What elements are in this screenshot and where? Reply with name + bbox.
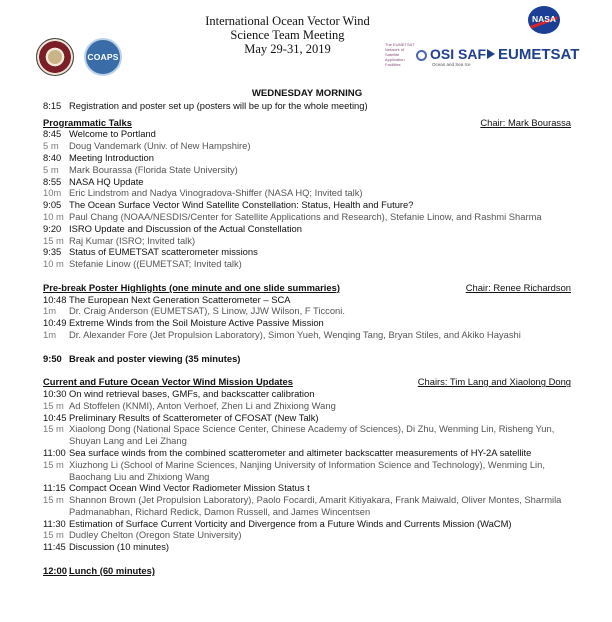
meeting-dates: May 29-31, 2019 xyxy=(244,42,331,56)
section-header xyxy=(43,282,571,294)
break-text: Break and poster viewing (35 minutes) xyxy=(69,352,241,364)
agenda-time: 9:20 xyxy=(43,222,62,234)
agenda-talk-title: Extreme Winds from the Soil Moisture Active Passive Mission xyxy=(69,317,324,329)
agenda-duration: 15 m xyxy=(43,529,64,541)
meeting-title: International Ocean Vector Wind xyxy=(205,14,370,28)
section-title: Pre-break Poster Highlights (one minute and one slide summaries) xyxy=(43,281,340,293)
agenda-time: 10:49 xyxy=(43,317,67,329)
agenda-row xyxy=(43,246,571,258)
agenda-speakers: Xiuzhong Li (School of Marine Sciences, Nanjing University of Information Science and Technology), Wenming Lin, Baochang Liu and Zhixiong Wang xyxy=(69,458,545,482)
lunch-time: 12:00 xyxy=(43,564,67,576)
section-header xyxy=(43,117,571,129)
agenda xyxy=(43,88,571,577)
university-seal-logo xyxy=(36,38,74,76)
agenda-talk-title: On wind retrieval bases, GMFs, and backscatter calibration xyxy=(69,387,315,399)
coaps-logo: COAPS xyxy=(84,38,122,76)
break-row xyxy=(43,353,571,365)
agenda-row xyxy=(43,423,571,447)
agenda-duration: 1m xyxy=(43,328,57,340)
section-header xyxy=(43,376,571,388)
agenda-speakers: Mark Bourassa (Florida State University) xyxy=(69,163,238,175)
agenda-time: 8:45 xyxy=(43,128,62,140)
eumetsat-logo: EUMETSAT xyxy=(498,46,580,63)
agenda-talk-title: Compact Ocean Wind Vector Radiometer Mission Status t xyxy=(69,482,310,494)
agenda-row xyxy=(43,482,571,494)
agenda-row xyxy=(43,447,571,459)
agenda-time: 8:55 xyxy=(43,175,62,187)
agenda-duration: 1m xyxy=(43,305,57,317)
agenda-duration: 5 m xyxy=(43,140,59,152)
agenda-duration: 15 m xyxy=(43,494,64,506)
osi-saf-subtitle: Ocean and Sea Ice xyxy=(432,62,471,67)
agenda-row xyxy=(43,294,571,306)
lunch-row xyxy=(43,565,571,577)
agenda-talk-title: NASA HQ Update xyxy=(69,175,144,187)
agenda-row xyxy=(43,305,571,317)
break-time: 9:50 xyxy=(43,352,62,364)
agenda-row xyxy=(43,541,571,553)
agenda-time: 10:45 xyxy=(43,411,67,423)
agenda-speakers: Xiaolong Dong (National Space Science Center, Chinese Academy of Sciences), Di Zhu, Wenming Lin, Risheng Yun, Shuyan Lang and Lei Zhang xyxy=(69,423,555,447)
agenda-row xyxy=(43,211,571,223)
agenda-row xyxy=(43,152,571,164)
agenda-talk-title: Estimation of Surface Current Vorticity and Divergence from a Future Winds and Currents Mission (WaCM) xyxy=(69,517,512,529)
agenda-time: 8:40 xyxy=(43,151,62,163)
section-rows xyxy=(43,388,571,553)
section-chair: Chairs: Tim Lang and Xiaolong Dong xyxy=(417,376,571,388)
agenda-row xyxy=(43,388,571,400)
agenda-row xyxy=(43,494,571,518)
agenda-talk-title: Preliminary Results of Scatterometer of CFOSAT (New Talk) xyxy=(69,411,319,423)
agenda-speakers: Eric Lindstrom and Nadya Vinogradova-Shiffer (NASA HQ; Invited talk) xyxy=(69,187,363,199)
agenda-row xyxy=(43,100,571,112)
section-chair: Chair: Mark Bourassa xyxy=(480,116,571,128)
agenda-row xyxy=(43,459,571,483)
section-rows xyxy=(43,128,571,270)
nasa-logo: NASA xyxy=(528,6,560,34)
agenda-row xyxy=(43,529,571,541)
section-title: Current and Future Ocean Vector Wind Mission Updates xyxy=(43,376,293,388)
agenda-speakers: Dr. Craig Anderson (EUMETSAT), S Linow, JJW Wilson, F Ticconi. xyxy=(69,305,345,317)
agenda-time: 11:30 xyxy=(43,517,66,529)
agenda-duration: 10 m xyxy=(43,210,64,222)
agenda-talk-title: The Ocean Surface Vector Wind Satellite Constellation: Status, Health and Future? xyxy=(69,199,414,211)
agenda-speakers: Dr. Alexander Fore (Jet Propulsion Laboratory), Simon Yueh, Wenqing Tang, Bryan Stiles, and Akiko Hayashi xyxy=(69,328,521,340)
agenda-row xyxy=(43,412,571,424)
agenda-row xyxy=(43,400,571,412)
agenda-talk-title: Status of EUMETSAT scatterometer missions xyxy=(69,246,258,258)
agenda-speakers: Stefanie Linow ((EUMETSAT; Invited talk) xyxy=(69,258,242,270)
agenda-row xyxy=(43,235,571,247)
agenda-duration: 15 m xyxy=(43,234,64,246)
agenda-time: 9:35 xyxy=(43,246,62,258)
agenda-row xyxy=(43,140,571,152)
osi-saf-icon xyxy=(416,50,427,61)
lunch-text: Lunch (60 minutes) xyxy=(69,564,155,576)
agenda-time: 10:30 xyxy=(43,387,67,399)
agenda-time: 9:05 xyxy=(43,199,62,211)
agenda-time: 11:15 xyxy=(43,482,66,494)
agenda-row xyxy=(43,199,571,211)
agenda-row xyxy=(43,176,571,188)
agenda-duration: 15 m xyxy=(43,458,64,470)
agenda-row xyxy=(43,518,571,530)
agenda-time: 11:45 xyxy=(43,541,66,553)
agenda-time: 11:00 xyxy=(43,446,66,458)
agenda-row xyxy=(43,223,571,235)
agenda-row xyxy=(43,258,571,270)
agenda-speakers: Dudley Chelton (Oregon State University) xyxy=(69,529,242,541)
agenda-duration: 10 m xyxy=(43,258,64,270)
agenda-text: Registration and poster set up (posters will be up for the whole meeting) xyxy=(69,99,368,111)
agenda-time: 10:48 xyxy=(43,293,67,305)
meeting-subtitle: Science Team Meeting xyxy=(230,28,345,42)
agenda-duration: 10m xyxy=(43,187,62,199)
agenda-duration: 15 m xyxy=(43,423,64,435)
agenda-row xyxy=(43,164,571,176)
agenda-speakers: Paul Chang (NOAA/NESDIS/Center for Satellite Applications and Research), Stefanie Linow, and Rashmi Sharma xyxy=(69,210,542,222)
agenda-talk-title: Meeting Introduction xyxy=(69,151,154,163)
section-title: Programmatic Talks xyxy=(43,116,132,128)
osi-saf-network-text: The EUMETSAT Network of Satellite Application Facilities xyxy=(385,42,415,67)
section-rows xyxy=(43,294,571,341)
agenda-row xyxy=(43,329,571,341)
agenda-talk-title: Sea surface winds from the combined scatterometer and altimeter backscatter measurements of HY-2A satellite xyxy=(69,446,532,458)
agenda-speakers: Ad Stoffelen (KNMI), Anton Verhoef, Zhen Li and Zhixiong Wang xyxy=(69,399,336,411)
agenda-duration: 15 m xyxy=(43,399,64,411)
agenda-speakers: Raj Kumar (ISRO; Invited talk) xyxy=(69,234,196,246)
agenda-speakers: Shannon Brown (Jet Propulsion Laboratory), Paolo Focardi, Amarit Kitiyakara, Frank Maiwald, Oliver Montes, Sharmila Padmanabhan, Richard Redick, Damon Russell, and James Wincentsen xyxy=(69,494,562,517)
agenda-time: 8:15 xyxy=(43,99,62,111)
agenda-talk-title: Discussion (10 minutes) xyxy=(69,541,170,553)
section-chair: Chair: Renee Richardson xyxy=(465,281,571,293)
day-title: WEDNESDAY MORNING xyxy=(251,88,363,99)
agenda-talk-title: Welcome to Portland xyxy=(69,128,156,140)
agenda-row xyxy=(43,187,571,199)
osi-saf-logo: OSI SAF xyxy=(430,46,487,62)
agenda-row xyxy=(43,128,571,140)
agenda-talk-title: The European Next Generation Scatterometer – SCA xyxy=(69,293,291,305)
agenda-duration: 5 m xyxy=(43,163,59,175)
eumetsat-icon xyxy=(486,48,496,60)
agenda-talk-title: ISRO Update and Discussion of the Actual Constellation xyxy=(69,222,302,234)
agenda-speakers: Doug Vandemark (Univ. of New Hampshire) xyxy=(69,140,251,152)
agenda-row xyxy=(43,317,571,329)
meeting-header xyxy=(180,14,395,56)
